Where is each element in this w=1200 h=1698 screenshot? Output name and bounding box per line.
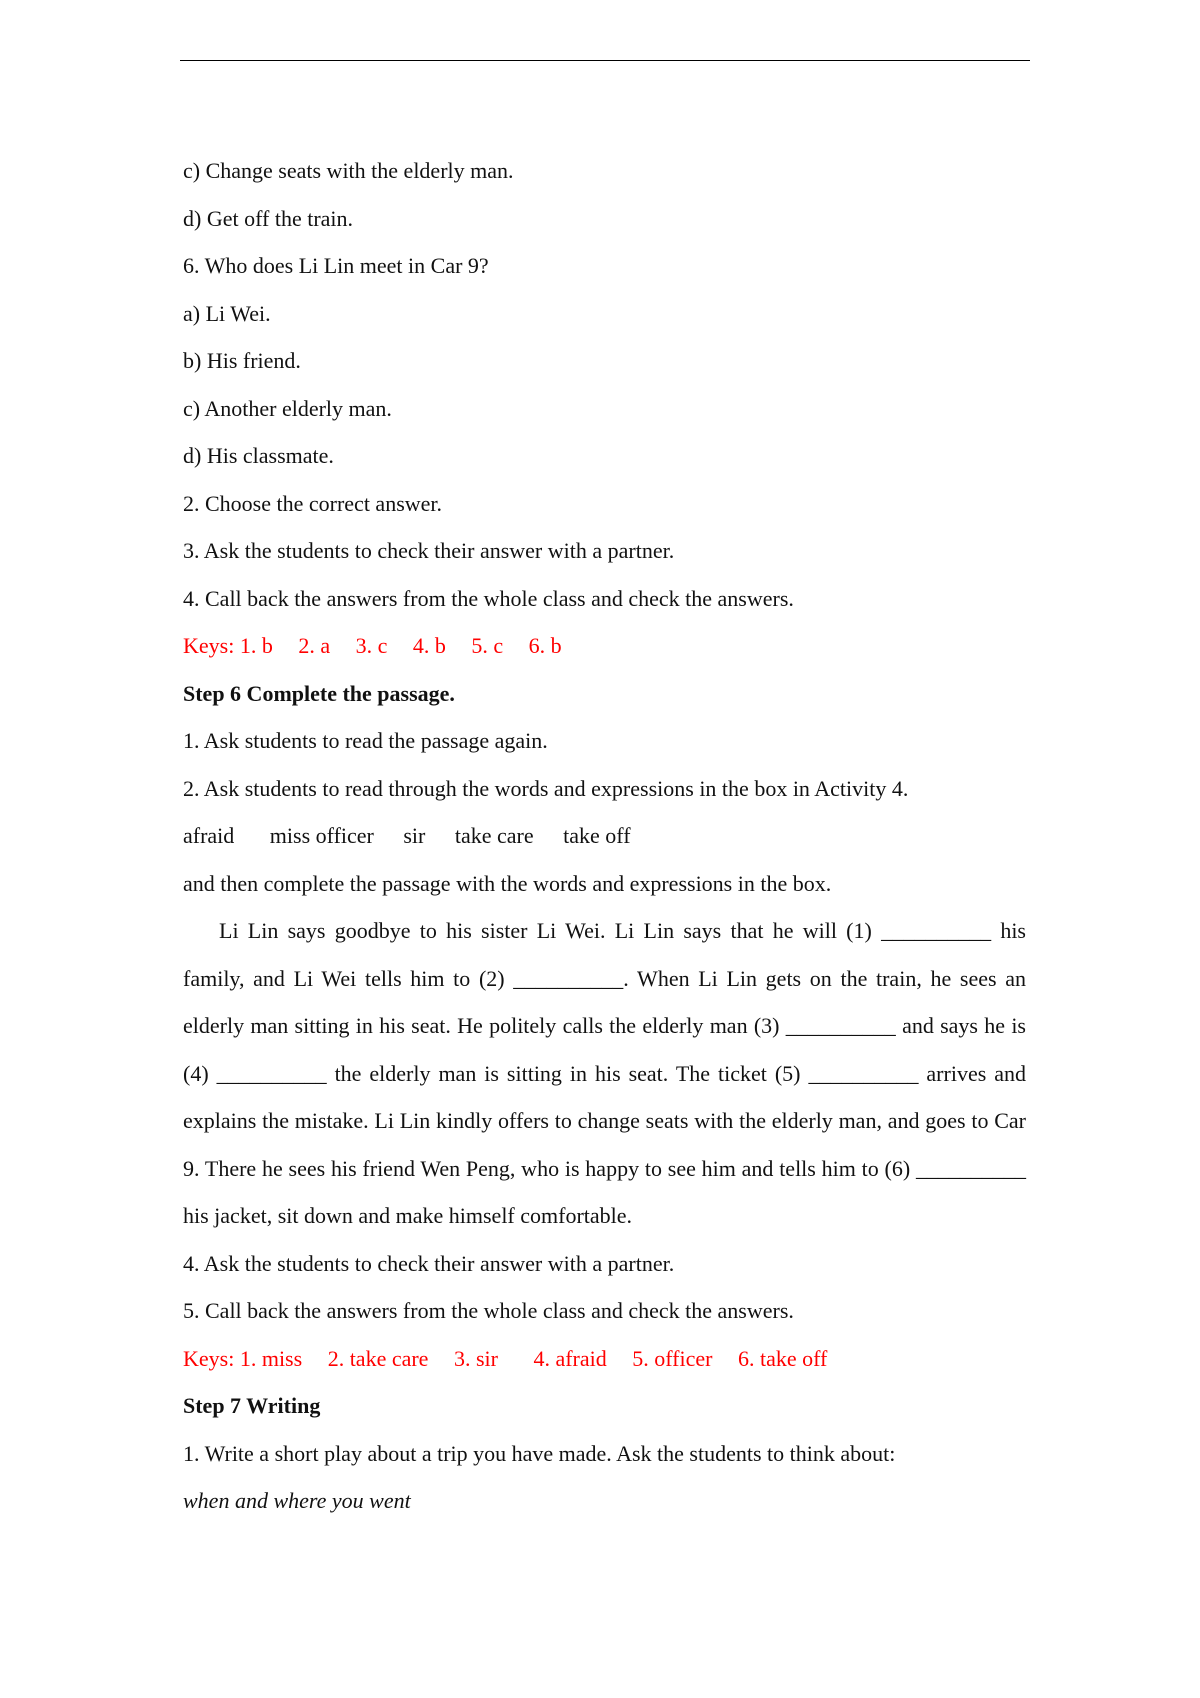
step7-heading: Step 7 Writing (183, 1393, 321, 1418)
key-item: Keys: 1. miss (183, 1345, 303, 1371)
key-item: 3. sir (453, 1345, 498, 1371)
option-line: c) Change seats with the elderly man. (183, 158, 514, 183)
instruction-line: 2. Ask students to read through the words and expressions in the box in Activity 4. (183, 775, 909, 801)
answer-keys-1 (183, 622, 1026, 670)
prompt-line: when and where you went (183, 1488, 411, 1513)
step6-heading: Step 6 Complete the passage. (183, 680, 455, 706)
key-item: 5. c (471, 633, 504, 658)
key-item: 6. take off (737, 1345, 828, 1371)
key-item: 2. a (298, 633, 331, 658)
option-line: c) Another elderly man. (183, 395, 392, 421)
instruction-line: 2. Choose the correct answer. (183, 490, 443, 516)
option-line: d) Get off the train. (183, 205, 354, 231)
word-item: afraid (183, 823, 235, 848)
instruction-line: 4. Call back the answers from the whole class and check the answers. (183, 585, 794, 611)
option-line: a) Li Wei. (183, 300, 271, 326)
instruction-line: 4. Ask the students to check their answer with a partner. (183, 1250, 675, 1276)
word-item: take off (563, 823, 631, 848)
word-item: sir (403, 823, 426, 848)
key-item: 2. take care (327, 1345, 429, 1371)
word-item: miss officer (269, 823, 374, 848)
header-rule (180, 60, 1030, 61)
question-line: 6. Who does Li Lin meet in Car 9? (183, 253, 489, 278)
option-line: b) His friend. (183, 348, 301, 373)
word-box (183, 812, 1026, 860)
answer-keys-2 (183, 1335, 1026, 1383)
document-body (183, 147, 1026, 1525)
instruction-line: 1. Ask students to read the passage again. (183, 728, 548, 753)
cloze-passage: Li Lin says goodbye to his sister Li Wei. Li Lin says that he will (1) __________ his family, and Li Wei tells him to (2) __________. When Li Lin gets on the train, he sees an elderly man sitting in his seat. He politely calls the elderly man (3) __________ and says he is (4) __________ the elderly man is sitting in his seat. The ticket (5) __________ arrives and explains the mistake. Li Lin kindly offers to change seats with the elderly man, and goes to Car 9. There he sees his friend Wen Peng, who is happy to see him and tells him to (6) __________ his jacket, sit down and make himself comfortable. (183, 918, 1026, 1228)
instruction-line: 5. Call back the answers from the whole class and check the answers. (183, 1298, 794, 1323)
instruction-line: and then complete the passage with the words and expressions in the box. (183, 870, 832, 896)
option-line: d) His classmate. (183, 443, 334, 468)
instruction-line: 3. Ask the students to check their answer with a partner. (183, 538, 675, 563)
key-item: 4. afraid (533, 1345, 607, 1371)
key-item: 4. b (412, 633, 446, 658)
word-item: take care (454, 823, 534, 848)
key-item: 6. b (528, 633, 562, 658)
key-item: 5. officer (632, 1345, 713, 1371)
instruction-line: 1. Write a short play about a trip you have made. Ask the students to think about: (183, 1440, 896, 1466)
key-item: Keys: 1. b (183, 633, 273, 658)
key-item: 3. c (355, 633, 388, 658)
